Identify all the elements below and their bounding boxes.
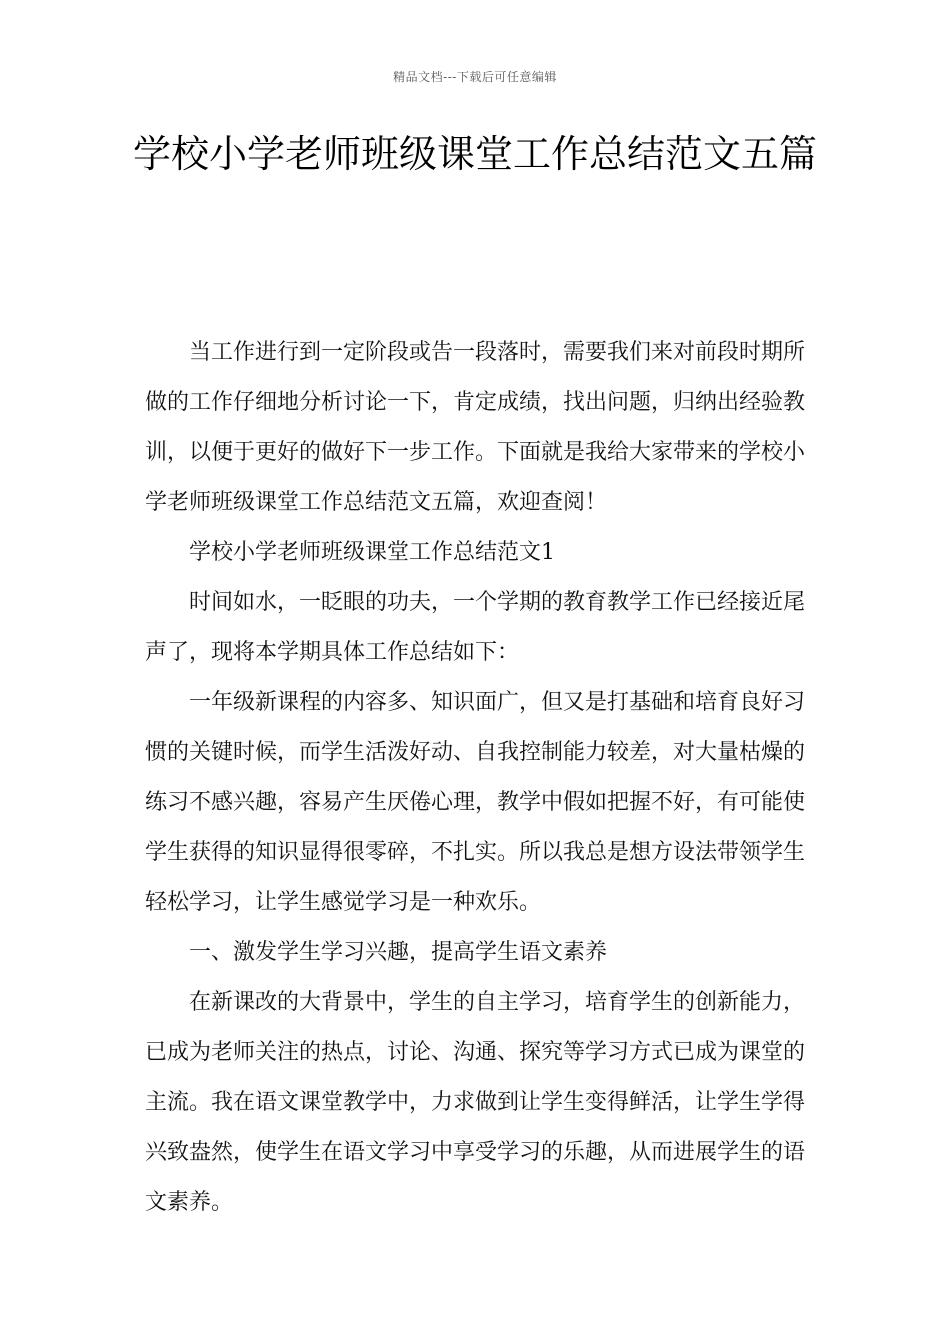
- intro-paragraph: 当工作进行到一定阶段或告一段落时，需要我们来对前段时期所做的工作仔细地分析讨论一下，肯定成绩，找出问题，归纳出经验教训，以便于更好的做好下一步工作。下面就是我给大家带来的学校小学老师班级课堂工作总结范文五篇，欢迎查阅！: [145, 340, 806, 515]
- document-title: 学校小学老师班级课堂工作总结范文五篇: [132, 132, 817, 176]
- section-heading: 学校小学老师班级课堂工作总结范文1: [189, 540, 555, 565]
- page-header: 精品文档---下载后可任意编辑: [393, 70, 557, 84]
- body-paragraph: 时间如水，一眨眼的功夫，一个学期的教育教学工作已经接近尾声了，现将本学期具体工作总结如下：: [145, 590, 806, 665]
- document-body: [145, 328, 825, 1228]
- body-paragraph: 一年级新课程的内容多、知识面广，但又是打基础和培育良好习惯的关键时候，而学生活泼好动、自我控制能力较差，对大量枯燥的练习不感兴趣，容易产生厌倦心理，教学中假如把握不好，有可能使学生获得的知识显得很零碎，不扎实。所以我总是想方设法带领学生轻松学习，让学生感觉学习是一种欢乐。: [145, 690, 806, 915]
- body-paragraph: 在新课改的大背景中，学生的自主学习，培育学生的创新能力，已成为老师关注的热点，讨论、沟通、探究等学习方式已成为课堂的主流。我在语文课堂教学中，力求做到让学生变得鲜活，让学生学得兴致盎然，使学生在语文学习中享受学习的乐趣，从而进展学生的语文素养。: [145, 990, 806, 1215]
- subsection-heading: 一、激发学生学习兴趣，提高学生语文素养: [189, 940, 608, 965]
